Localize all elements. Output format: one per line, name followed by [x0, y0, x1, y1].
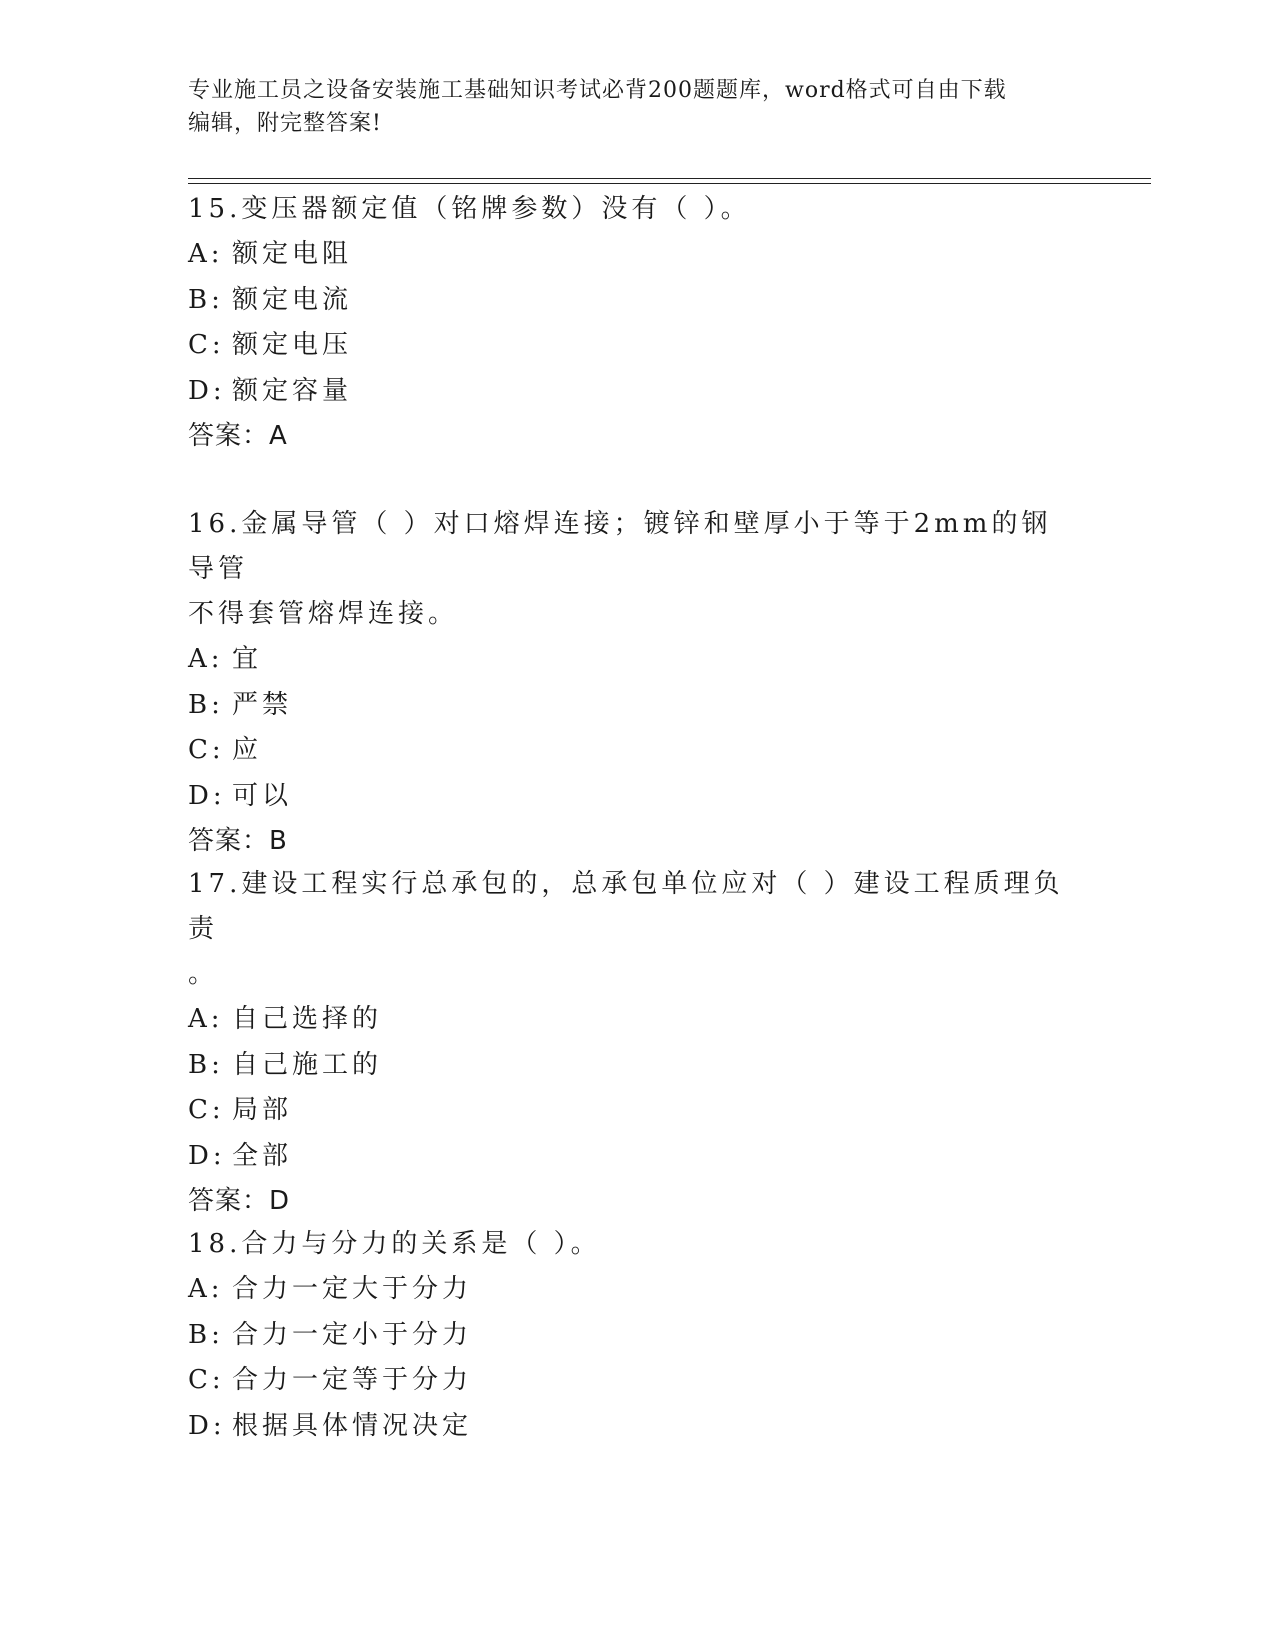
option-key: A:: [188, 1004, 224, 1034]
option-key: D:: [188, 780, 226, 811]
document-header: [188, 74, 1068, 140]
header-line-2: 编辑，附完整答案!: [188, 111, 382, 136]
option-key: B:: [188, 689, 224, 720]
option-text: 合力一定大于分力: [232, 1274, 473, 1304]
option-c: [188, 1358, 1068, 1404]
option-key: B:: [188, 284, 224, 315]
question-text-continued: 。: [188, 959, 219, 989]
option-text: 合力一定小于分力: [232, 1319, 473, 1350]
option-text: 局部: [232, 1095, 293, 1125]
option-b: [188, 683, 1068, 729]
option-text: 额定电压: [232, 330, 353, 360]
option-text: 全部: [232, 1140, 293, 1171]
option-d: [188, 1134, 1068, 1180]
header-rule-bottom: [188, 183, 1151, 184]
option-text: 宜: [232, 644, 263, 674]
option-a: [188, 637, 1068, 683]
question-17: [188, 862, 1068, 1224]
option-a: [188, 232, 1068, 278]
option-text: 额定电流: [232, 284, 353, 315]
option-d: [188, 1404, 1068, 1450]
option-b: [188, 1313, 1068, 1359]
option-text: 根据具体情况决定: [232, 1410, 473, 1441]
question-16: [188, 502, 1068, 864]
question-18: [188, 1222, 1068, 1449]
header-line-1: 专业施工员之设备安装施工基础知识考试必背200题题库，word格式可自由下载: [188, 78, 1007, 103]
option-c: [188, 728, 1068, 774]
option-key: B:: [188, 1049, 224, 1080]
option-key: D:: [188, 375, 226, 406]
answer: 答案：D: [188, 1186, 291, 1216]
option-key: C:: [188, 1365, 225, 1395]
option-b: [188, 1043, 1068, 1089]
question-text: 17.建设工程实行总承包的，总承包单位应对（ ）建设工程质理负责: [188, 869, 1064, 944]
option-text: 额定电阻: [232, 239, 353, 269]
option-text: 严禁: [232, 689, 293, 720]
question-15: [188, 187, 1068, 459]
option-key: A:: [188, 1274, 224, 1304]
header-rule-top: [188, 178, 1151, 179]
option-d: [188, 369, 1068, 415]
question-text-continued: 不得套管熔焊连接。: [188, 599, 459, 629]
option-a: [188, 997, 1068, 1043]
option-key: D:: [188, 1140, 226, 1171]
option-b: [188, 278, 1068, 324]
option-text: 可以: [232, 780, 293, 811]
option-text: 合力一定等于分力: [232, 1365, 473, 1395]
question-text: 18.合力与分力的关系是（ ）。: [188, 1229, 601, 1259]
option-key: A:: [188, 239, 224, 269]
option-text: 自己选择的: [232, 1004, 383, 1034]
option-key: B:: [188, 1319, 224, 1350]
option-a: [188, 1267, 1068, 1313]
option-text: 应: [232, 735, 263, 765]
question-text: 15.变压器额定值（铭牌参数）没有（ ）。: [188, 194, 751, 224]
answer: 答案：A: [188, 421, 288, 451]
option-key: C:: [188, 330, 225, 360]
option-d: [188, 774, 1068, 820]
option-text: 额定容量: [232, 375, 353, 406]
option-c: [188, 323, 1068, 369]
option-c: [188, 1088, 1068, 1134]
option-text: 自己施工的: [232, 1049, 383, 1080]
option-key: C:: [188, 735, 225, 765]
option-key: C:: [188, 1095, 225, 1125]
option-key: D:: [188, 1410, 226, 1441]
answer: 答案：B: [188, 826, 288, 856]
option-key: A:: [188, 644, 224, 674]
question-text: 16.金属导管（ ）对口熔焊连接；镀锌和壁厚小于等于2mm的钢导管: [188, 509, 1052, 584]
